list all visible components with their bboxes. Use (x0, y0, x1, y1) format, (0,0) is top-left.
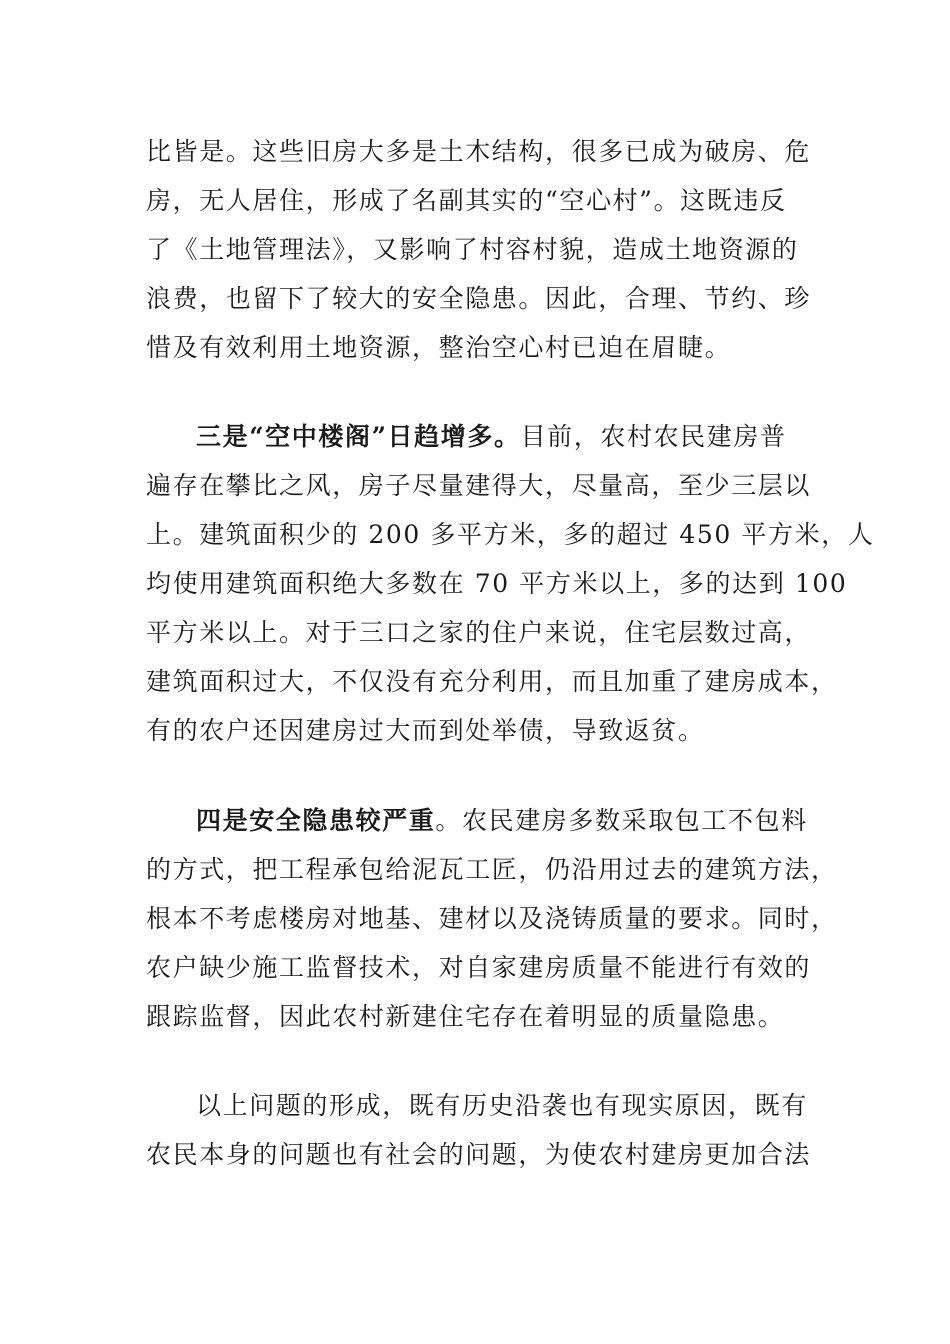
paragraph-4-line-2: 农民本身的问题也有社会的问题，为使农村建房更加合法 (146, 1140, 812, 1169)
paragraph-3-line-4: 农户缺少施工监督技术，对自家建房质量不能进行有效的 (146, 953, 812, 982)
paragraph-2-line-2: 遍存在攀比之风，房子尽量建得大，尽量高，至少三层以 (146, 471, 812, 500)
paragraph-1-line-5: 惜及有效利用土地资源，整治空心村已迫在眉睫。 (146, 333, 732, 362)
paragraph-4-line-1: 以上问题的形成，既有历史沿袭也有现实原因，既有 (196, 1091, 808, 1120)
paragraph-1-line-3: 了《土地管理法》，又影响了村容村貌，造成土地资源的 (146, 235, 799, 264)
paragraph-2-line-5: 平方米以上。对于三口之家的住户来说，住宅层数过高， (146, 618, 812, 647)
paragraph-2-first-line-text: 目前，农村农民建房普 (520, 422, 787, 451)
paragraph-3-line-2: 的方式，把工程承包给泥瓦工匠，仍沿用过去的建筑方法， (146, 855, 838, 884)
paragraph-1-line-2: 房，无人居住，形成了名副其实的“空心村”。这既违反 (146, 186, 787, 215)
paragraph-2-line-4: 均使用建筑面积绝大多数在 70 平方米以上，多的达到 100 (146, 569, 848, 598)
paragraph-2-line-6: 建筑面积过大，不仅没有充分利用，而且加重了建房成本， (146, 667, 838, 696)
paragraph-2-heading: 三是“空中楼阁”日趋增多。 (196, 422, 521, 451)
paragraph-2-line-3: 上。建筑面积少的 200 多平方米，多的超过 450 平方米，人 (146, 520, 875, 549)
paragraph-1-line-4: 浪费，也留下了较大的安全隐患。因此，合理、节约、珍 (146, 284, 812, 313)
paragraph-2-line-7: 有的农户还因建房过大而到处举债，导致返贫。 (146, 716, 705, 745)
paragraph-3-line-3: 根本不考虑楼房对地基、建材以及浇铸质量的要求。同时， (146, 904, 838, 933)
paragraph-1-line-1: 比皆是。这些旧房大多是土木结构，很多已成为破房、危 (146, 137, 812, 166)
paragraph-3-line-5: 跟踪监督，因此农村新建住宅存在着明显的质量隐患。 (146, 1002, 785, 1031)
paragraph-2-line-1 (196, 421, 787, 453)
paragraph-3-heading: 四是安全隐患较严重 (196, 806, 436, 835)
paragraph-3-line-1 (196, 805, 808, 837)
paragraph-3-first-line-text: 。农民建房多数采取包工不包料 (435, 806, 808, 835)
